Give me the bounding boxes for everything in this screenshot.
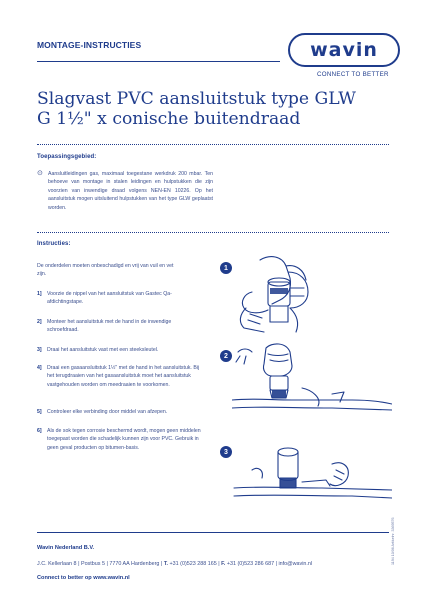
doc-code: 1194 10/06 Artikelnr. 3369576 [391, 517, 395, 565]
step-3 [37, 346, 207, 354]
figure-2-badge: 2 [220, 350, 232, 362]
step-text: Controleer elke verbinding door middel van afzepen. [47, 409, 168, 415]
tel-label: T. [163, 561, 169, 567]
separator: | [160, 561, 163, 567]
toepassing-block [37, 170, 213, 212]
page-title [37, 89, 397, 129]
step-6 [37, 427, 205, 452]
step-number: 6] [37, 428, 42, 434]
separator: | [218, 561, 220, 567]
address: J.C. Kellerlaan 8 [37, 561, 77, 567]
connect-link[interactable]: Connect to better op www.wavin.nl [37, 575, 130, 581]
step-text: Draai het aansluitstuk vast met een steeksleutel. [47, 347, 159, 353]
step-text: Voorzie de nippel van het aansluitstuk van Gastec Qa-afdichtingstape. [47, 291, 172, 306]
figure-3-illustration [232, 430, 392, 510]
city: 7770 AA Hardenberg [109, 561, 160, 567]
step-number: 3] [37, 347, 42, 353]
step-text: Monteer het aansluitstuk met de hand in de inwendige schroefdraad. [47, 319, 172, 334]
fax: +31 (0)523 286 687 [226, 561, 275, 567]
footer-address-line [37, 561, 312, 567]
step-text: Als de sok tegen corrosie beschermd wordt, mogen geen middelen toegepast worden die schadelijk kunnen zijn voor PVC. Gebruik in geen geval producten op bitumen-basis. [47, 428, 201, 451]
step-1 [37, 290, 182, 307]
figure-1-illustration [230, 248, 395, 338]
title-line-1: Slagvast PVC aansluitstuk type GLW [37, 89, 356, 109]
instructies-intro: De onderdelen moeten onbeschadigd en vrij van vuil en vet zijn. [37, 263, 174, 278]
figure-3-badge: 3 [220, 446, 232, 458]
step-4 [37, 364, 205, 389]
email-link[interactable]: info@wavin.nl [278, 561, 313, 567]
fax-label: F. [221, 561, 226, 567]
footer-rule [37, 532, 389, 533]
instructies-heading: Instructies: [37, 241, 71, 247]
postbus: Postbus 5 [80, 561, 105, 567]
company-name: Wavin Nederland B.V. [37, 545, 95, 551]
tagline: CONNECT TO BETTER [317, 71, 389, 78]
figure-2-illustration [232, 338, 392, 418]
logo-text: wavin [310, 39, 378, 61]
wavin-logo [288, 33, 400, 67]
separator: | [106, 561, 108, 567]
toepassing-text: Aansluitleidingen gas, maximaal toegestane werkdruk 200 mbar. Ten behoeve van montage in stalen leidingen en hulpstukken die zijn voorzien van inwendige draad volgens NEN-EN 10226. Op het aansluitstuk mogen uitsluitend hulpstukken van het type GLW geplaatst worden. [48, 171, 213, 211]
circle-bullet-icon: ⊙ [37, 170, 43, 177]
step-number: 5] [37, 409, 42, 415]
step-2 [37, 318, 182, 335]
figure-1-badge: 1 [220, 262, 232, 274]
separator: | [275, 561, 277, 567]
step-number: 4] [37, 365, 42, 371]
step-number: 1] [37, 291, 42, 297]
tel: +31 (0)523 288 165 [169, 561, 217, 567]
step-5 [37, 408, 207, 416]
step-text: Draai een gasaansluitstuk 1½" met de hand in het aansluitstuk. Bij het terugdraaien van het gasaansluitstuk moet het aansluitstuk vastgehouden worden om meedraaien te voorkomen. [47, 365, 200, 388]
divider [37, 144, 389, 145]
header-rule [37, 61, 280, 62]
toepassing-heading: Toepassingsgebied: [37, 154, 97, 160]
section-label: MONTAGE-INSTRUCTIES [37, 40, 142, 50]
step-number: 2] [37, 319, 42, 325]
divider [37, 232, 389, 233]
separator: | [78, 561, 80, 567]
title-line-2: G 1½" x conische buitendraad [37, 109, 301, 129]
